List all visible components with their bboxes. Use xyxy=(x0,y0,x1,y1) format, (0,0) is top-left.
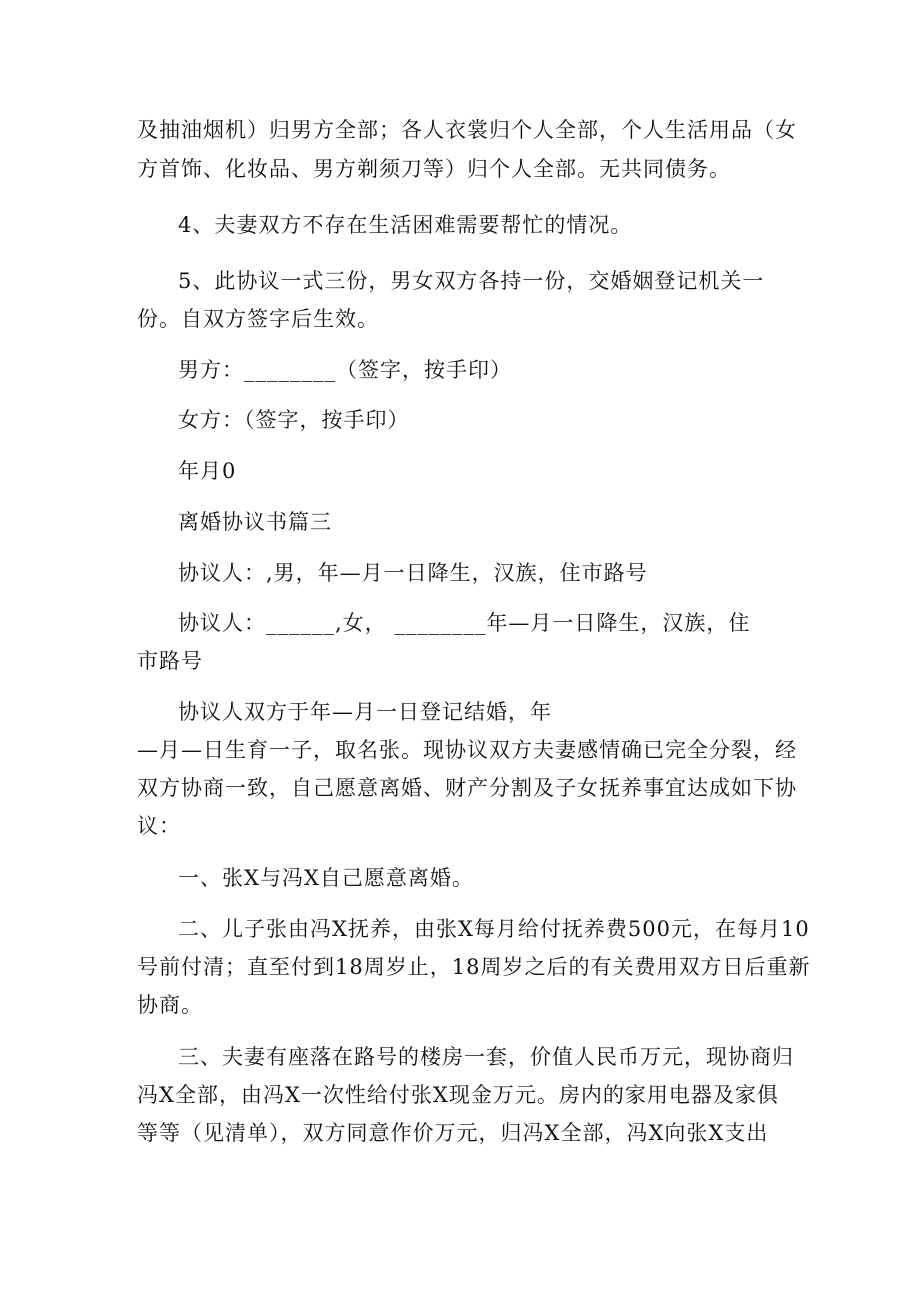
signature-line-female: 女方：（签字，按手印） xyxy=(178,408,410,432)
text-line: 5、此协议一式三份，男女双方各持一份，交婚姻登记机关一 xyxy=(178,269,765,293)
text-line: 冯X全部，由冯X一次性给付张X现金万元。房内的家用电器及家俱 xyxy=(137,1083,779,1107)
signature-line-male: 男方：________（签字，按手印） xyxy=(178,358,512,382)
text-line: 份。自双方签字后生效。 xyxy=(137,307,379,331)
date-line: 年月0 xyxy=(178,459,237,483)
text-line: 及抽油烟机）归男方全部；各人衣裳归个人全部，个人生活用品（女 xyxy=(137,118,797,142)
text-line: 4、夫妻双方不存在生活困难需要帮忙的情况。 xyxy=(178,213,633,237)
text-line: 一、张X与冯X自己愿意离婚。 xyxy=(178,866,474,890)
text-line: —月—日生育一子，取名张。现协议双方夫妻感情确已完全分裂，经 xyxy=(137,738,797,762)
text-line: 议： xyxy=(137,814,181,838)
text-line: 协议人：______,女， ________年—月一日降生，汉族，住 xyxy=(178,611,751,635)
text-line: 协商。 xyxy=(137,993,203,1017)
text-line: 协议人：,男，年—月一日降生，汉族，住市路号 xyxy=(178,561,648,585)
text-line: 市路号 xyxy=(137,649,203,673)
text-line: 三、夫妻有座落在路号的楼房一套，价值人民币万元，现协商归 xyxy=(178,1045,794,1069)
text-line: 方首饰、化妆品、男方剃须刀等）归个人全部。无共同债务。 xyxy=(137,157,731,181)
text-line: 双方协商一致，自己愿意离婚、财产分割及子女抚养事宜达成如下协 xyxy=(137,776,797,800)
section-title: 离婚协议书篇三 xyxy=(178,510,332,534)
text-line: 号前付清；直至付到18周岁止，18周岁之后的有关费用双方日后重新 xyxy=(137,955,811,979)
text-line: 二、儿子张由冯X抚养，由张X每月给付抚养费500元，在每月10 xyxy=(178,917,810,941)
text-line: 等等（见清单），双方同意作价万元，归冯X全部，冯X向张X支出 xyxy=(137,1121,769,1145)
text-line: 协议人双方于年—月一日登记结婚，年 xyxy=(178,700,552,724)
